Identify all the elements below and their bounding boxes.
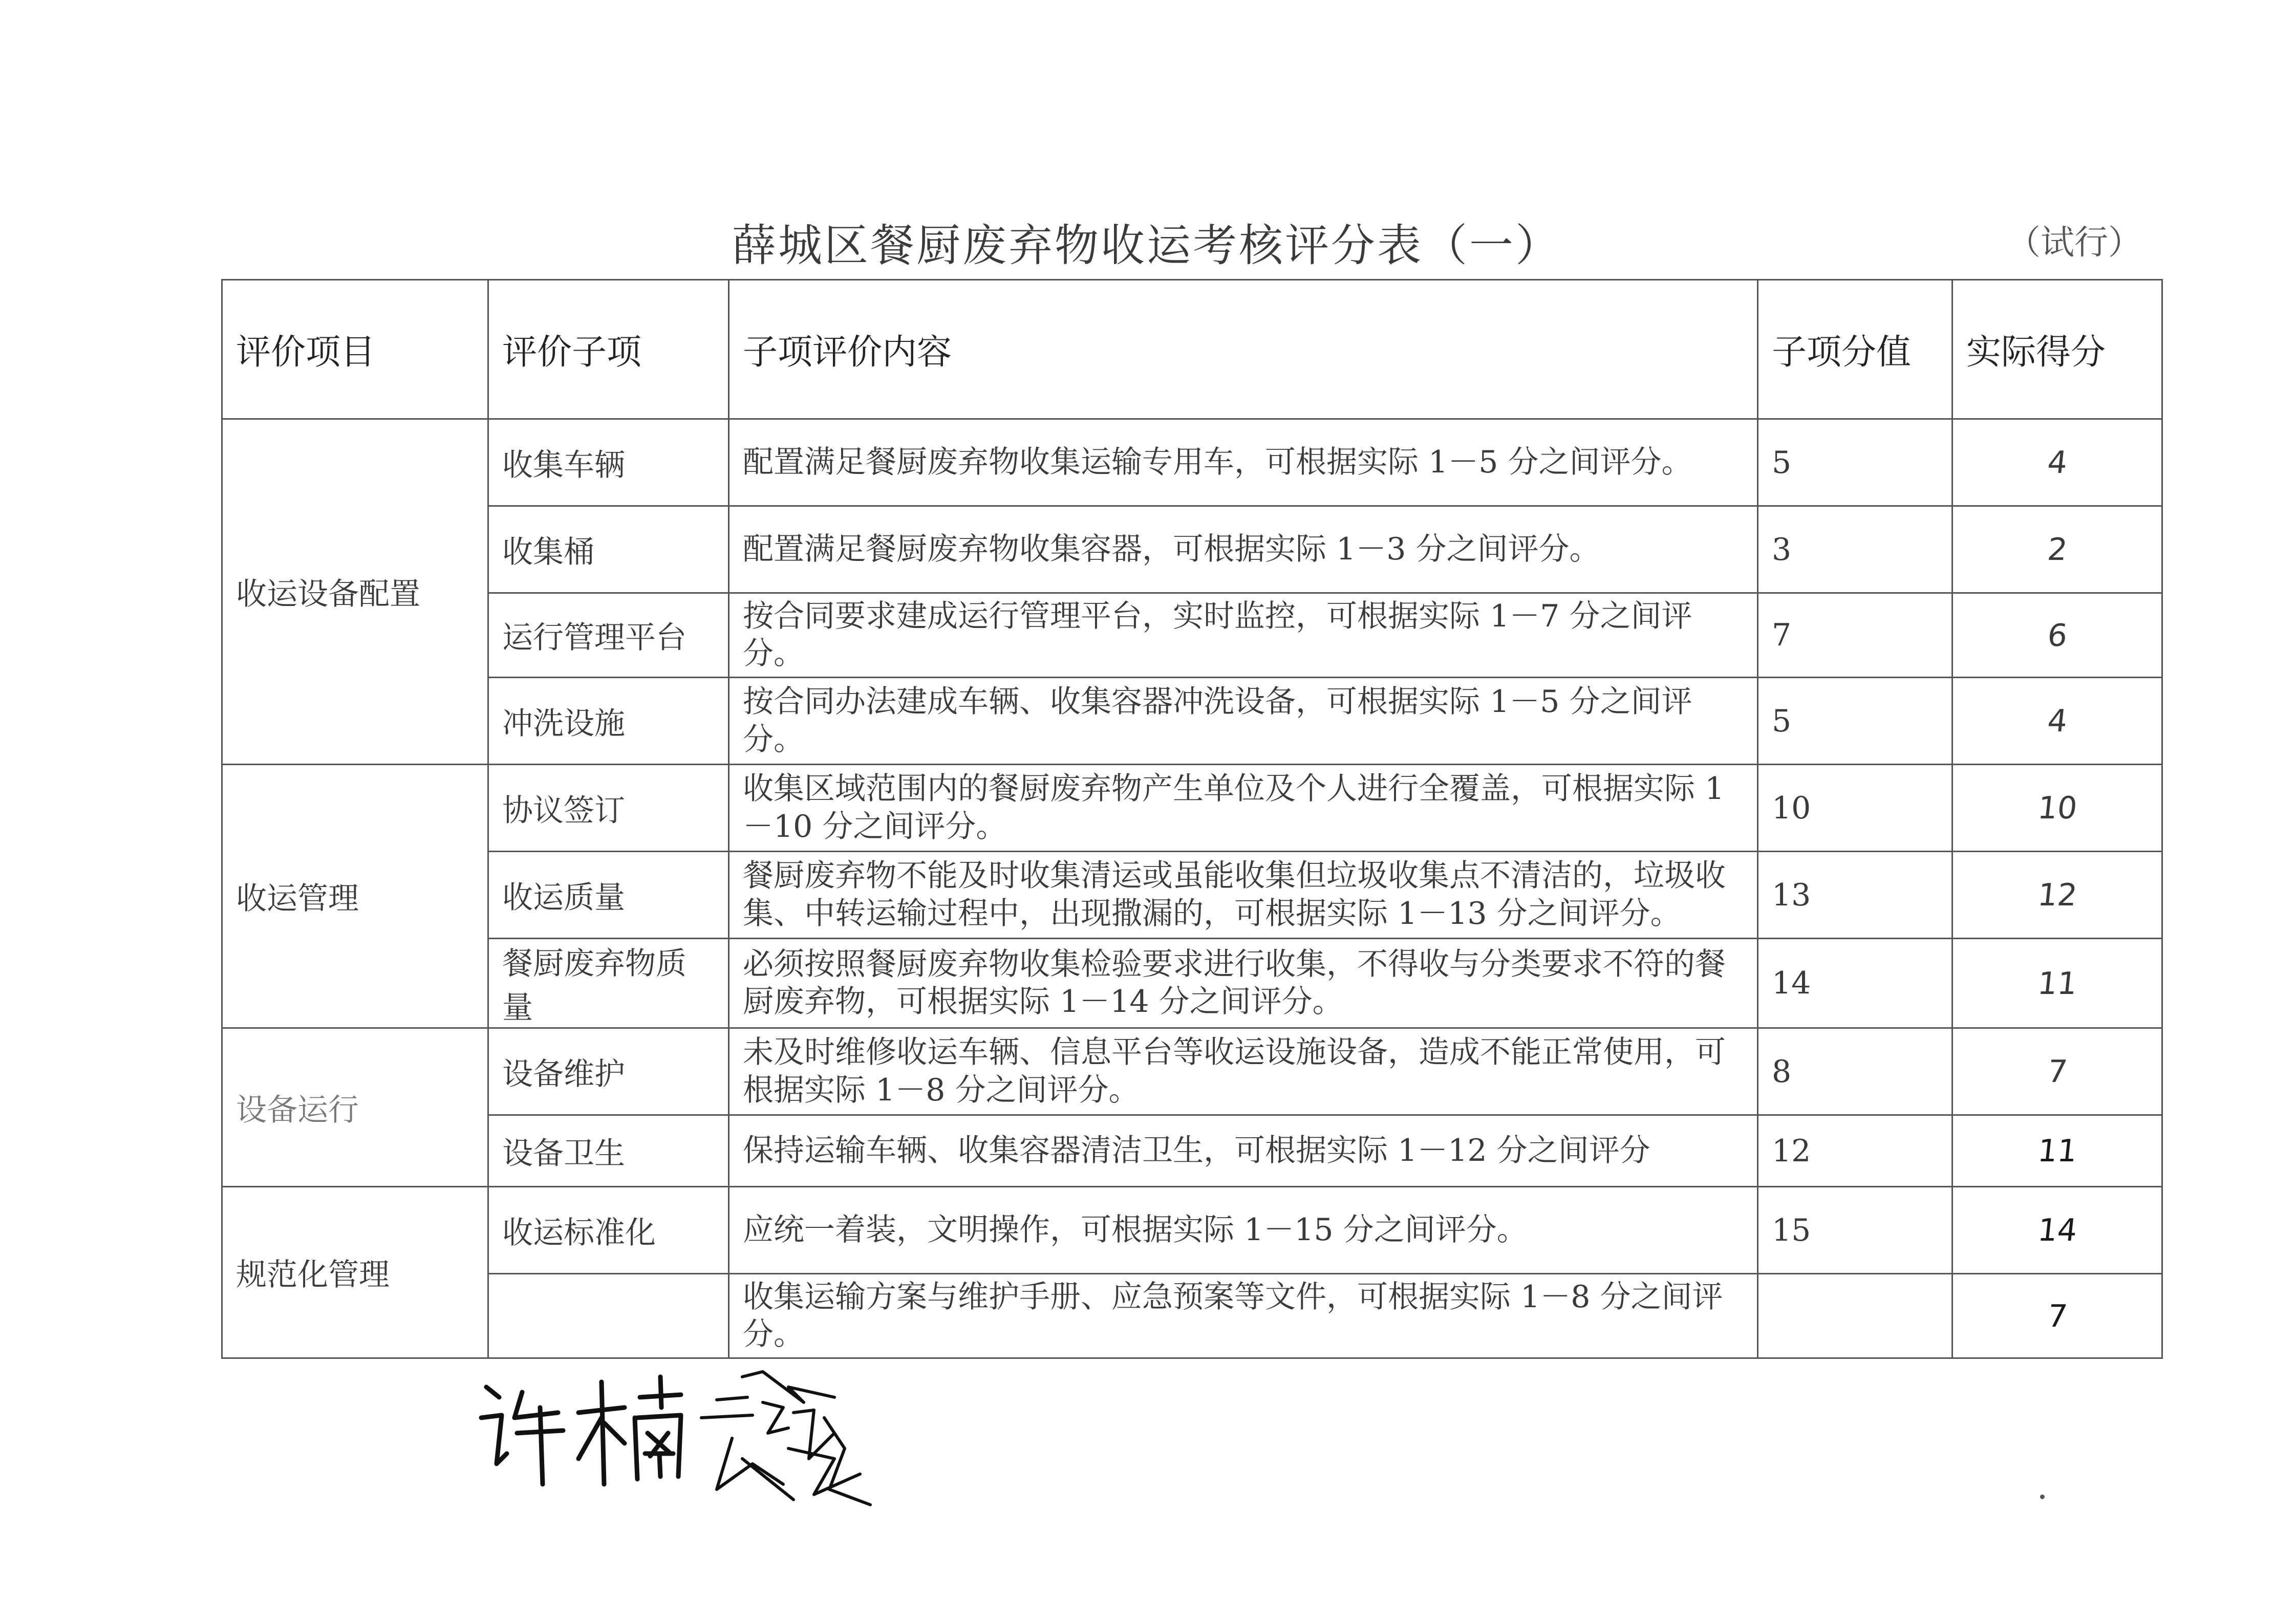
subitem-cell: 餐厨废弃物质量 xyxy=(488,939,729,1028)
table-row xyxy=(222,1028,2162,1115)
actual-score-cell: 12 xyxy=(1948,852,2167,939)
points-cell: 3 xyxy=(1758,506,1952,593)
category-cell: 规范化管理 xyxy=(222,1187,488,1358)
header-category: 评价项目 xyxy=(222,280,488,419)
content-cell: 应统一着装，文明操作，可根据实际 1－15 分之间评分。 xyxy=(729,1187,1758,1274)
subitem-cell: 收运质量 xyxy=(488,852,729,939)
points-cell: 15 xyxy=(1758,1187,1952,1274)
content-cell: 保持运输车辆、收集容器清洁卫生，可根据实际 1－12 分之间评分 xyxy=(729,1115,1758,1187)
table-row xyxy=(222,506,2162,593)
actual-score-cell: 4 xyxy=(1948,678,2167,765)
content-cell: 收集区域范围内的餐厨废弃物产生单位及个人进行全覆盖，可根据实际 1－10 分之间评分。 xyxy=(729,765,1758,852)
points-cell: 8 xyxy=(1758,1028,1952,1115)
category-cell: 设备运行 xyxy=(222,1028,488,1187)
points-cell: 5 xyxy=(1758,419,1952,506)
table-row xyxy=(222,939,2162,1028)
points-cell: 13 xyxy=(1758,852,1952,939)
actual-score-cell: 7 xyxy=(1948,1274,2166,1358)
points-cell: 7 xyxy=(1758,593,1952,678)
actual-score-cell: 2 xyxy=(1948,506,2167,593)
points-cell: 10 xyxy=(1758,765,1952,852)
subitem-cell: 冲洗设施 xyxy=(488,678,729,765)
content-cell: 按合同办法建成车辆、收集容器冲洗设备，可根据实际 1－5 分之间评分。 xyxy=(729,678,1758,765)
points-cell: 12 xyxy=(1758,1115,1952,1187)
actual-score-cell: 10 xyxy=(1948,765,2167,852)
content-cell: 必须按照餐厨废弃物收集检验要求进行收集，不得收与分类要求不符的餐厨废弃物，可根据实际 1－14 分之间评分。 xyxy=(729,939,1758,1028)
actual-score-cell: 11 xyxy=(1947,939,2166,1028)
content-cell: 餐厨废弃物不能及时收集清运或虽能收集但垃圾收集点不清洁的，垃圾收集、中转运输过程中，出现撒漏的，可根据实际 1－13 分之间评分。 xyxy=(729,852,1758,939)
table-row xyxy=(222,1187,2162,1274)
table-row xyxy=(222,678,2162,765)
header-actual: 实际得分 xyxy=(1952,280,2162,419)
subitem-cell: 设备卫生 xyxy=(488,1115,729,1187)
subitem-cell: 收集桶 xyxy=(488,506,729,593)
subitem-cell: 收运标准化 xyxy=(488,1187,729,1274)
category-cell: 收运设备配置 xyxy=(222,419,488,765)
page-title: 薛城区餐厨废弃物收运考核评分表（一） xyxy=(732,220,1561,271)
handwritten-signature xyxy=(476,1356,896,1510)
header-points: 子项分值 xyxy=(1758,280,1952,419)
header-subitem: 评价子项 xyxy=(488,280,729,419)
points-cell: 14 xyxy=(1758,939,1952,1028)
content-cell: 收集运输方案与维护手册、应急预案等文件，可根据实际 1－8 分之间评分。 xyxy=(729,1274,1758,1358)
scoring-table xyxy=(221,279,2163,1359)
subitem-cell: 协议签订 xyxy=(488,765,729,852)
content-cell: 按合同要求建成运行管理平台，实时监控，可根据实际 1－7 分之间评分。 xyxy=(729,593,1758,678)
header-content: 子项评价内容 xyxy=(729,280,1758,419)
category-cell: 收运管理 xyxy=(222,765,488,1028)
actual-score-cell: 6 xyxy=(1948,593,2166,678)
table-row xyxy=(222,419,2162,506)
actual-score-cell: 7 xyxy=(1948,1028,2167,1115)
subitem-cell: 运行管理平台 xyxy=(488,593,729,678)
points-cell: 5 xyxy=(1758,678,1952,765)
subitem-cell: 收集车辆 xyxy=(488,419,729,506)
content-cell: 未及时维修收运车辆、信息平台等收运设施设备，造成不能正常使用，可根据实际 1－8 分之间评分。 xyxy=(729,1028,1758,1115)
content-cell: 配置满足餐厨废弃物收集容器，可根据实际 1－3 分之间评分。 xyxy=(729,506,1758,593)
table-row xyxy=(222,1115,2162,1187)
actual-score-cell: 4 xyxy=(1948,419,2167,506)
actual-score-cell: 11 xyxy=(1948,1115,2166,1187)
table-row xyxy=(222,593,2162,678)
points-cell xyxy=(1758,1274,1952,1358)
table-header-row xyxy=(222,280,2162,419)
scan-speck xyxy=(2040,1495,2045,1499)
content-cell: 配置满足餐厨废弃物收集运输专用车，可根据实际 1－5 分之间评分。 xyxy=(729,419,1758,506)
trial-label: （试行） xyxy=(2007,223,2142,262)
table-row xyxy=(222,765,2162,852)
subitem-cell: 设备维护 xyxy=(488,1028,729,1115)
subitem-cell xyxy=(488,1274,729,1358)
table-row xyxy=(222,852,2162,939)
table-row xyxy=(222,1274,2162,1358)
actual-score-cell: 14 xyxy=(1948,1187,2167,1274)
